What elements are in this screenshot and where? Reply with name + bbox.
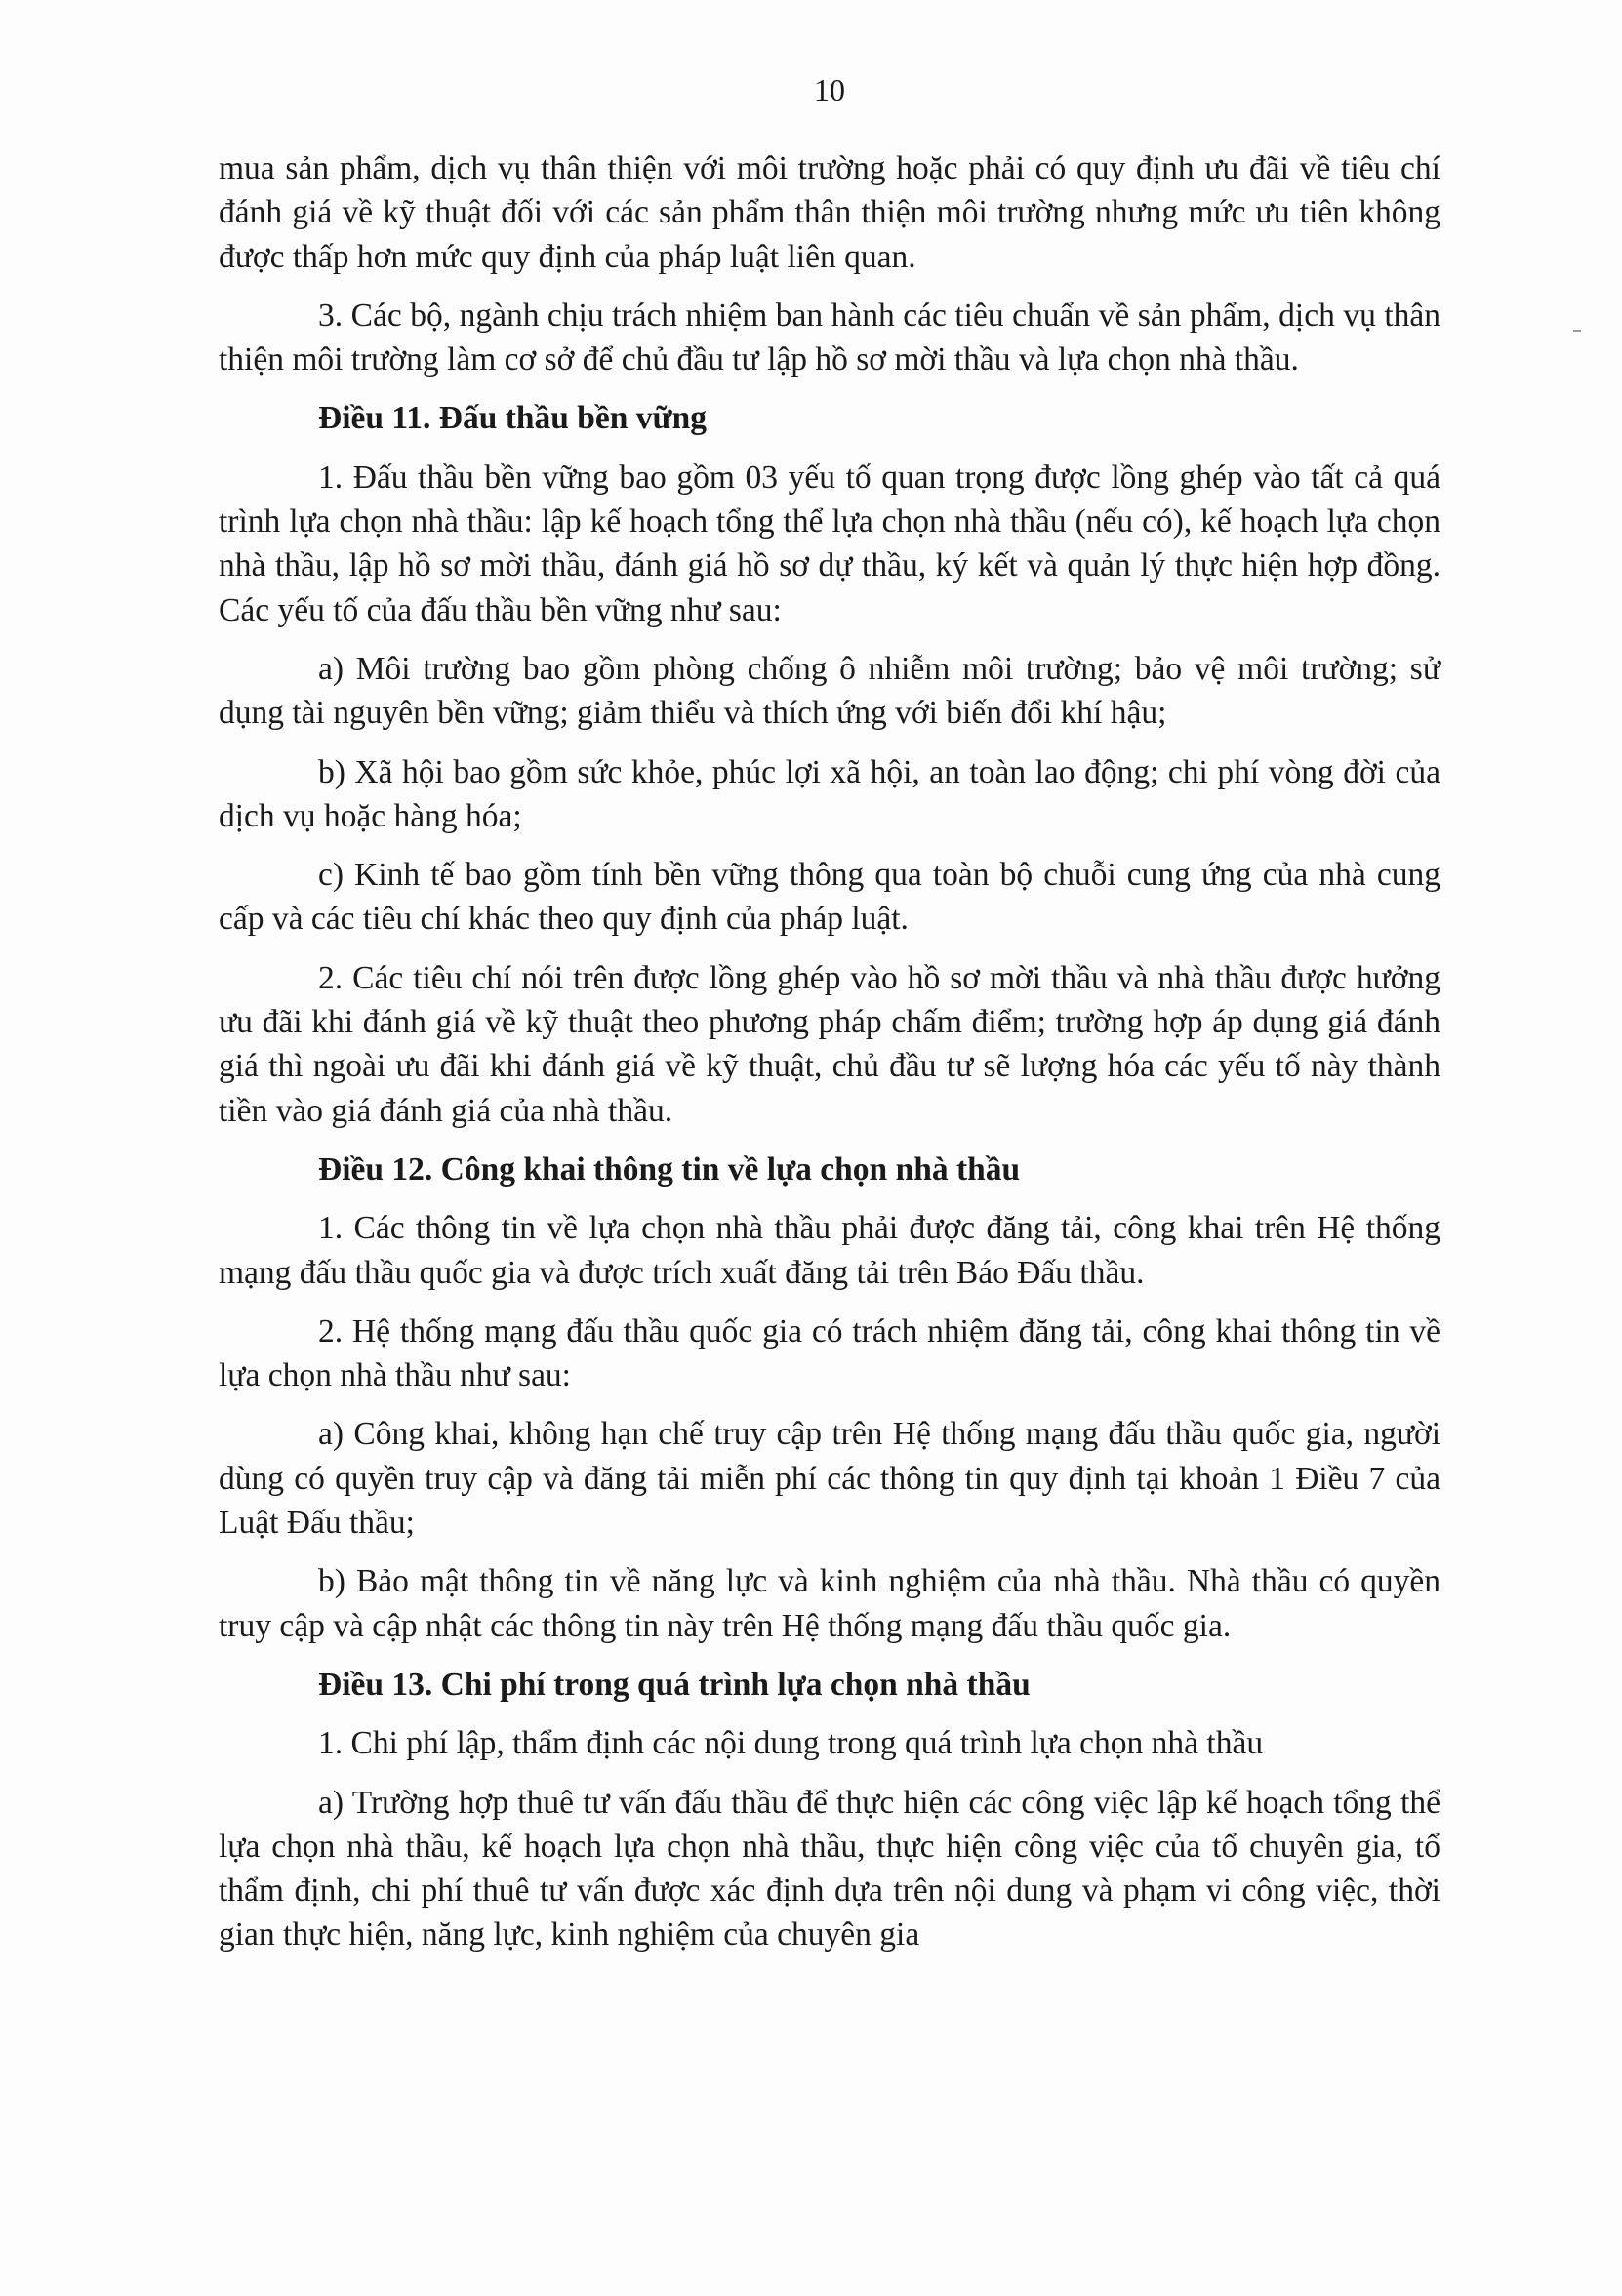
document-body — [219, 146, 1440, 1972]
paragraph: 2. Các tiêu chí nói trên được lồng ghép vào hồ sơ mời thầu và nhà thầu được hưởng ưu đãi khi đánh giá về kỹ thuật theo phương pháp chấm điểm; trường hợp áp dụng giá đánh giá thì ngoài ưu đãi khi đánh giá về kỹ thuật, chủ đầu tư sẽ lượng hóa các yếu tố này thành tiền vào giá đánh giá của nhà thầu. — [219, 959, 1440, 1129]
page-number: 10 — [814, 72, 845, 107]
paragraph: c) Kinh tế bao gồm tính bền vững thông qua toàn bộ chuỗi cung ứng của nhà cung cấp và các tiêu chí khác theo quy định của pháp luật. — [219, 857, 1440, 938]
paragraph: 1. Chi phí lập, thẩm định các nội dung trong quá trình lựa chọn nhà thầu — [318, 1725, 1264, 1762]
paragraph: a) Trường hợp thuê tư vấn đấu thầu để thực hiện các công việc lập kế hoạch tổng thể lựa chọn nhà thầu, kế hoạch lựa chọn nhà thầu, thực hiện công việc của tổ chuyên gia, tổ thẩm định, chi phí thuê tư vấn được xác định dựa trên nội dung và phạm vi công việc, thời gian thực hiện, năng lực, kinh nghiệm của chuyên gia — [219, 1784, 1440, 1954]
paragraph: 2. Hệ thống mạng đấu thầu quốc gia có trách nhiệm đăng tải, công khai thông tin về lựa chọn nhà thầu như sau: — [219, 1312, 1440, 1394]
paragraph: a) Công khai, không hạn chế truy cập trên Hệ thống mạng đấu thầu quốc gia, người dùng có quyền truy cập và đăng tải miễn phí các thông tin quy định tại khoản 1 Điều 7 của Luật Đấu thầu; — [219, 1416, 1440, 1542]
paragraph: 1. Các thông tin về lựa chọn nhà thầu phải được đăng tải, công khai trên Hệ thống mạng đấu thầu quốc gia và được trích xuất đăng tải trên Báo Đấu thầu. — [219, 1210, 1440, 1291]
paragraph: 1. Đấu thầu bền vững bao gồm 03 yếu tố quan trọng được lồng ghép vào tất cả quá trình lựa chọn nhà thầu: lập kế hoạch tổng thể lựa chọn nhà thầu (nếu có), kế hoạch lựa chọn nhà thầu, lập hồ sơ mời thầu, đánh giá hồ sơ dự thầu, ký kết và quản lý thực hiện hợp đồng. Các yếu tố của đấu thầu bền vững như sau: — [219, 459, 1440, 628]
paragraph: b) Bảo mật thông tin về năng lực và kinh nghiệm của nhà thầu. Nhà thầu có quyền truy cập và cập nhật các thông tin này trên Hệ thống mạng đấu thầu quốc gia. — [219, 1563, 1440, 1644]
scan-mark — [1573, 330, 1581, 332]
article-heading-13: Điều 13. Chi phí trong quá trình lựa chọn nhà thầu — [318, 1666, 1031, 1703]
paragraph: b) Xã hội bao gồm sức khỏe, phúc lợi xã hội, an toàn lao động; chi phí vòng đời của dịch vụ hoặc hàng hóa; — [219, 753, 1440, 834]
paragraph: 3. Các bộ, ngành chịu trách nhiệm ban hành các tiêu chuẩn về sản phẩm, dịch vụ thân thiện môi trường làm cơ sở để chủ đầu tư lập hồ sơ mời thầu và lựa chọn nhà thầu. — [219, 297, 1440, 379]
paragraph: a) Môi trường bao gồm phòng chống ô nhiễm môi trường; bảo vệ môi trường; sử dụng tài nguyên bền vững; giảm thiểu và thích ứng với biến đổi khí hậu; — [219, 650, 1440, 732]
paragraph-continuation: mua sản phẩm, dịch vụ thân thiện với môi trường hoặc phải có quy định ưu đãi về tiêu chí đánh giá về kỹ thuật đối với các sản phẩm thân thiện môi trường nhưng mức ưu tiên không được thấp hơn mức quy định của pháp luật liên quan. — [219, 150, 1440, 275]
article-heading-12: Điều 12. Công khai thông tin về lựa chọn nhà thầu — [318, 1150, 1021, 1188]
article-heading-11: Điều 11. Đấu thầu bền vững — [318, 400, 708, 437]
